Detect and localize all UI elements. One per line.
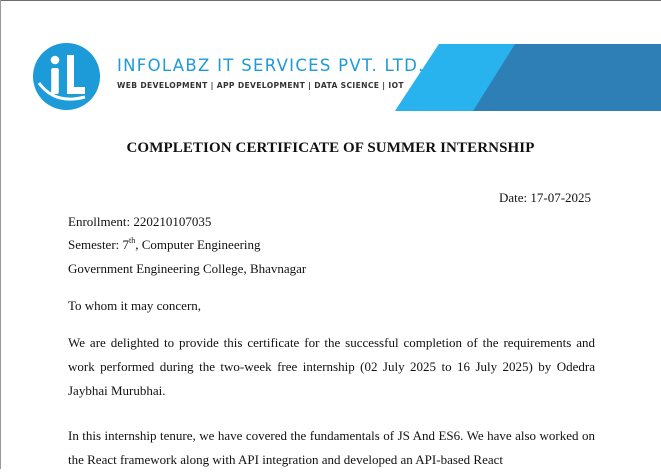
- semester-prefix: Semester: 7: [68, 237, 130, 252]
- college-line: Government Engineering College, Bhavnagar: [68, 261, 307, 276]
- company-name: INFOLABZ IT SERVICES PVT. LTD.: [117, 56, 425, 75]
- certificate-title: COMPLETION CERTIFICATE OF SUMMER INTERNSHIP: [126, 140, 535, 156]
- paragraph-internship-details: In this internship tenure, we have covered the fundamentals of JS And ES6. We have also worked on the React framework along with API integration and developed an API-based React: [68, 428, 595, 467]
- page-left-edge: [0, 0, 1, 469]
- page-top-edge: [0, 0, 661, 1]
- enrollment-line: Enrollment: 220210107035: [68, 214, 212, 229]
- company-tagline: WEB DEVELOPMENT | APP DEVELOPMENT | DATA SCIENCE | IOT: [117, 81, 404, 90]
- semester-suffix: , Computer Engineering: [135, 237, 261, 252]
- company-logo-icon: [33, 43, 100, 110]
- salutation: To whom it may concern,: [68, 298, 202, 313]
- semester-line: [68, 237, 261, 253]
- paragraph-completion: We are delighted to provide this certificate for the successful completion of the requirements and work performed during the two-week free internship (02 July 2025 to 16 July 2025) by Odedra Jaybhai Murubhai.: [68, 335, 595, 398]
- certificate-date: Date: 17-07-2025: [499, 190, 592, 205]
- semester-superscript: th: [129, 236, 136, 245]
- header-banner: [395, 44, 661, 111]
